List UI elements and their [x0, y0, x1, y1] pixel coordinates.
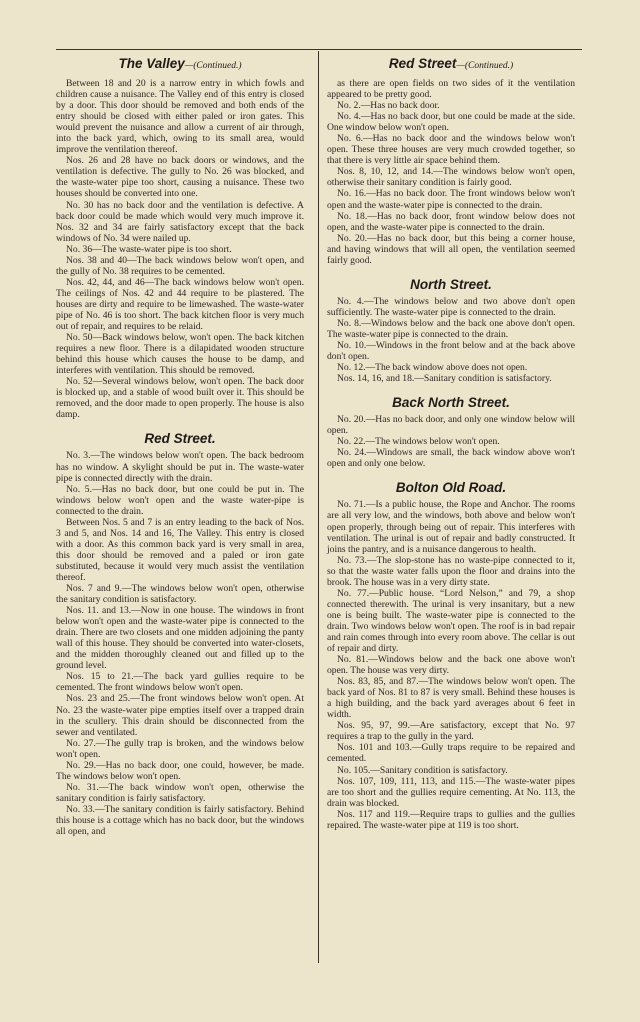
- paragraph: No. 77.—Public house. “Lord Nelson,” and 79, a shop connected therewith. The urinal is very insanitary, but a new one is being built. The waste-water pipe is connected to the drain. Two windows below won't open. The roof is in bad repair and rain comes through into every room above. The cellar is out of repair and dirty.: [327, 587, 575, 655]
- paragraph: Nos. 38 and 40—The back windows below won't open, and the gully of No. 38 requires to be cemented.: [56, 254, 304, 277]
- red-street-body: [56, 450, 304, 837]
- paragraph: Nos. 23 and 25.—The front windows below won't open. At No. 23 the waste-water pipe empties itself over a trapped drain in the scullery. This drain should be disconnected from the sewer and ventilated.: [56, 693, 304, 738]
- paragraph: No. 29.—Has no back door, one could, however, be made. The windows below won't open.: [56, 759, 304, 782]
- section-heading-the-valley: [56, 56, 304, 74]
- paragraph: No. 71.—Is a public house, the Rope and Anchor. The rooms are all very low, and the windows, both above and below won't open properly, through being out of repair. This interferes with ventilation. The urinal is out of repair and badly constructed. It joins the pantry, and is a nuisance dangerous to health.: [327, 499, 575, 555]
- section-heading-north-street: North Street.: [410, 276, 492, 292]
- paragraph: No. 30 has no back door and the ventilation is defective. A back door could be made which would very much improve it. Nos. 32 and 34 are fairly satisfactory except that the back windows of No. 34 were nailed up.: [56, 199, 304, 244]
- paragraph: Nos. 107, 109, 111, 113, and 115.—The waste-water pipes are too short and the gullies require cementing. At No. 113, the drain was blocked.: [327, 775, 575, 809]
- paragraph: No. 8.—Windows below and the back one above don't open. The waste-water pipe is connected to the drain.: [327, 317, 575, 340]
- paragraph: Nos. 83, 85, and 87.—The windows below won't open. The back yard of Nos. 81 to 87 is very small. Behind these houses is a high building, and the back yard averages about 6 feet in width.: [327, 676, 575, 721]
- paragraph: No. 12.—The back window above does not open.: [337, 362, 528, 374]
- heading-text: Red Street: [388, 56, 457, 71]
- paragraph: No. 52—Several windows below, won't open. The back door is blocked up, and a stable of wood built over it. This should be removed, and the door made to open properly. The house is also damp.: [56, 376, 304, 421]
- section-heading-bolton-old-road: Bolton Old Road.: [395, 480, 507, 496]
- paragraph: as there are open fields on two sides of it the ventilation appeared to be pretty good.: [327, 78, 575, 101]
- continued-label: —(Continued.): [456, 61, 514, 71]
- column-divider: [318, 51, 319, 963]
- section-heading-red-street: Red Street.: [144, 431, 216, 447]
- paragraph: No. 5.—Has no back door, but one could be put in. The windows below won't open and the waste water-pipe is connected to the drain.: [56, 483, 304, 517]
- paragraph: No. 33.—The sanitary condition is fairly satisfactory. Behind this house is a cottage which has no back door, but the windows all open, and: [56, 803, 304, 838]
- bolton-old-road-body: [327, 499, 575, 830]
- paragraph: Nos. 11. and 13.—Now in one house. The windows in front below won't open and the waste-water pipe is connected to the drain. There are two closets and one midden adjoining the panty wall of this house. They should be converted into water-closets, and the midden thoroughly cleaned out and filled up to the ground level.: [56, 605, 304, 672]
- paragraph: Nos. 8, 10, 12, and 14.—The windows below won't open, otherwise their sanitary condition is fairly good.: [327, 166, 575, 189]
- paragraph: No. 73.—The slop-stone has no waste-pipe connected to it, so that the waste water falls upon the floor and drains into the brook. The house was in a very dirty state.: [327, 554, 575, 588]
- paragraph: No. 4.—Has no back door, but one could be made at the side. One window below won't open.: [327, 111, 575, 134]
- paragraph: No. 31.—The back window won't open, otherwise the sanitary condition is fairly satisfactory.: [56, 781, 304, 804]
- paragraph: No. 81.—Windows below and the back one above won't open. The house was very dirty.: [327, 654, 575, 677]
- paragraph: Nos. 26 and 28 have no back doors or windows, and the ventilation is defective. The gully to No. 26 was blocked, and the waste-water pipe too short, causing a nuisance. These two houses should be converted into one.: [56, 155, 304, 200]
- heading-text: The Valley: [118, 56, 185, 71]
- paragraph: Nos. 42, 44, and 46—The back windows below won't open. The ceilings of Nos. 42 and 44 require to be plastered. The houses are dirty and require to be limewashed. The waste-water pipe of No. 46 is too short. The back kitchen floor is very much out of repair, and requires to be relaid.: [56, 276, 304, 333]
- continued-label: —(Continued.): [184, 61, 242, 71]
- red-street-continued-body: [327, 78, 575, 266]
- paragraph: No. 27.—The gully trap is broken, and the windows below won't open.: [56, 737, 304, 760]
- paragraph: No. 18.—Has no back door, front window below does not open, and the waste-water pipe is connected to the drain.: [327, 210, 575, 233]
- right-column: [327, 56, 575, 831]
- paragraph: No. 36—The waste-water pipe is too short.: [66, 243, 232, 255]
- paragraph: Nos. 15 to 21.—The back yard gullies require to be cemented. The front windows below won't open.: [56, 671, 304, 694]
- paragraph: No. 6.—Has no back door and the windows below won't open. These three houses are very much crowded together, so that there is very little air space behind them.: [327, 133, 575, 167]
- paragraph: No. 20.—Has no back door, and only one window below will open.: [327, 414, 575, 437]
- paragraph: Nos. 7 and 9.—The windows below won't open, otherwise the sanitary condition is satisfactory.: [56, 583, 304, 606]
- paragraph: No. 4.—The windows below and two above don't open sufficiently. The waste-water pipe is connected to the drain.: [327, 295, 575, 318]
- paragraph: Nos. 101 and 103.—Gully traps require to be repaired and cemented.: [327, 742, 575, 765]
- section-heading-red-street-continued: [327, 56, 575, 74]
- the-valley-body: [56, 78, 304, 420]
- paragraph: Nos. 117 and 119.—Require traps to gullies and the gullies repaired. The waste-water pipe at 119 is too short.: [327, 808, 575, 831]
- paragraph: Nos. 95, 97, 99.—Are satisfactory, except that No. 97 requires a trap to the gully in the yard.: [327, 720, 575, 743]
- paragraph: No. 3.—The windows below won't open. The back bedroom has no window. A skylight should be put in. The waste-water pipe is connected directly with the drain.: [56, 450, 304, 484]
- back-north-street-body: [327, 414, 575, 469]
- left-column: [56, 56, 304, 837]
- paragraph: No. 20.—Has no back door, but this being a corner house, and having windows that will all open, the ventilation seemed fairly good.: [327, 232, 575, 266]
- north-street-body: [327, 296, 575, 384]
- paragraph: Between 18 and 20 is a narrow entry in which fowls and children cause a nuisance. The Valley end of this entry is closed by a door. This door should be removed and both ends of the entry should be closed with either paled or iron gates. This would prevent the nuisance and allow a current of air through, into the back yard, which, owing to its small area, would improve the ventilation thereof.: [56, 78, 304, 156]
- paragraph: No. 10.—Windows in the front below and at the back above don't open.: [327, 339, 575, 363]
- section-heading-back-north-street: Back North Street.: [392, 395, 510, 411]
- paragraph: No. 16.—Has no back door. The front windows below won't open and the waste-water pipe is connected to the drain.: [327, 188, 575, 211]
- paragraph: No. 105.—Sanitary condition is satisfactory.: [337, 764, 508, 776]
- paragraph: Between Nos. 5 and 7 is an entry leading to the back of Nos. 3 and 5, and Nos. 14 and 16, The Valley. This entry is closed with a door. As this common back yard is very small in area, this door should be removed and a paled or iron gate substituted, because it would very much assist the ventilation thereof.: [56, 516, 304, 583]
- paragraph: Nos. 14, 16, and 18.—Sanitary condition is satisfactory.: [337, 373, 552, 385]
- paragraph: No. 24.—Windows are small, the back window above won't open and only one below.: [327, 447, 575, 470]
- header-rule: [56, 49, 582, 50]
- paragraph: No. 2.—Has no back door.: [337, 100, 440, 112]
- paragraph: No. 22.—The windows below won't open.: [337, 436, 500, 448]
- paragraph: No. 50—Back windows below, won't open. The back kitchen requires a new floor. There is a dilapidated wooden structure behind this house which causes the house to be damp, and interferes with ventilation. This should be removed.: [56, 332, 304, 377]
